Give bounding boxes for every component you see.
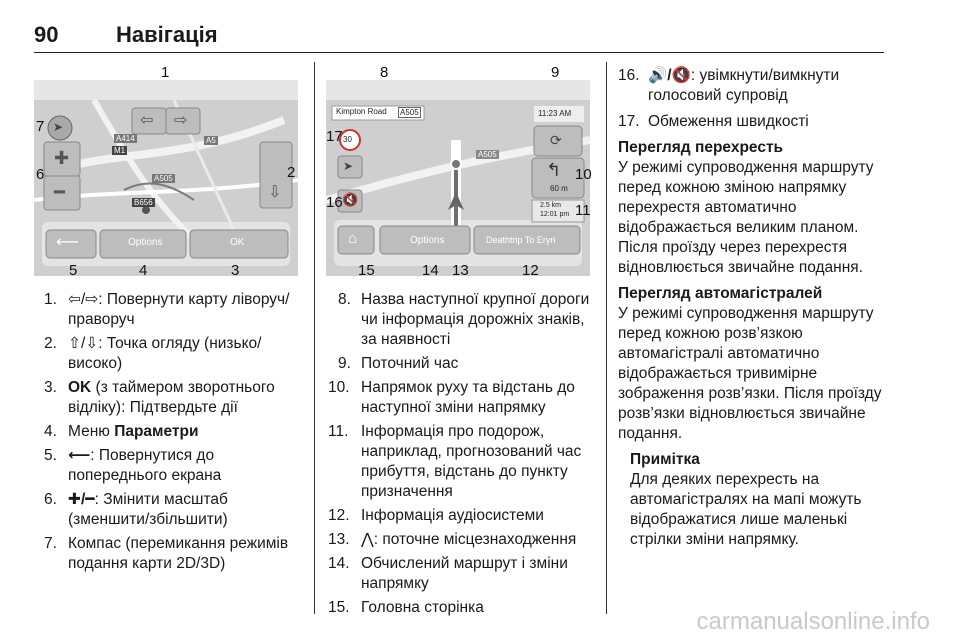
back-arrow-icon: ⟵ [68,447,91,464]
list-item: 11. Інформація про подорож, наприклад, прогнозований час прибуття, відстань до пункту призначення [328,423,582,500]
list-item: 13. ⋀: поточне місцезнаходження [328,531,577,548]
zoom-plus-minus-icon: ✚/━ [68,491,95,508]
list-item: 14. Обчислений маршрут і зміни напрямку [328,555,568,592]
callout-1: 1 [161,64,170,81]
zoom-in-icon[interactable]: ✚ [54,148,70,168]
speed-limit-value: 30 [343,135,352,144]
map-road-label: A5 [206,136,216,145]
note-body: Для деяких перехресть на автомагістралях на мапі можуть відображатися лише маленькі стрілки зміни напрямку. [630,471,862,548]
legend-list-1 [44,290,306,578]
page-number: 90 [34,22,59,47]
callout-13: 13 [452,262,469,279]
map-road-label: A505 [154,174,173,183]
legend-list-2 [328,290,600,622]
callout-11: 11 [575,202,591,219]
trip-distance: 2.5 km [540,202,562,209]
section-title: Перегляд автомагістралей [618,285,823,302]
note-title: Примітка [630,451,700,468]
callout-9: 9 [551,64,560,81]
turn-distance: 60 m [550,184,568,193]
voice-guidance-icon[interactable]: 🔇 [342,192,359,207]
list-item: 17. Обмеження швидкості [618,113,809,130]
audio-info-button[interactable]: Deathtrip To Eryri [486,235,556,245]
column-divider-right [606,62,607,614]
map-road-label: A505 [478,150,497,159]
list-item: 15. Головна сторінка [328,599,484,616]
recalculate-icon[interactable]: ⟳ [550,132,562,148]
next-road-badge: A505 [400,108,419,117]
right-column [618,66,890,556]
callout-12: 12 [522,262,539,279]
list-item: 9. Поточний час [338,355,459,372]
arrow-left-icon[interactable]: ⇦ [140,112,154,129]
callout-8: 8 [380,64,389,81]
callout-14: 14 [422,262,439,279]
list-item: 5. ⟵: Повернутися до попереднього екрана [44,447,222,484]
callout-3: 3 [231,262,240,279]
list-item: 2. ⇧/⇩: Точка огляду (низько/високо) [44,335,262,372]
next-road-name: Kimpton Road [336,107,387,116]
callout-16: 16 [326,194,343,211]
trip-eta: 12:01 pm [540,211,570,218]
callout-15: 15 [358,262,375,279]
guidance-screen-figure-2 [326,80,590,276]
page-header [34,22,884,53]
callout-6: 6 [36,166,45,183]
page-title: Навігація [116,22,218,47]
list-item: 4. Меню Параметри [44,423,199,440]
list-item: 6. ✚/━: Змінити масштаб (зменшити/збільшити) [44,491,228,528]
position-arrow-icon: ⋀ [361,531,374,548]
callout-2: 2 [287,164,296,181]
section-title: Перегляд перехресть [618,139,784,156]
callout-5: 5 [69,262,78,279]
map-road-label: M1 [114,146,126,155]
callout-4: 4 [139,262,148,279]
options-button[interactable]: Options [128,237,163,248]
list-item: 10. Напрямок руху та відстань до наступної зміни напрямку [328,379,575,416]
callout-10: 10 [575,166,592,183]
column-divider-left [314,62,315,614]
list-item: 8. Назва наступної крупної дороги чи інформація дорожніх знаків, за наявності [338,291,590,348]
map-road-label: B656 [134,198,153,207]
list-item: 7. Компас (перемикання режимів подання карти 2D/3D) [44,535,289,572]
list-item: 1. ⇦/⇨: Повернути карту ліворуч/праворуч [44,291,290,328]
speaker-icon: 🔊/🔇 [648,67,691,84]
arrow-right-icon[interactable]: ⇨ [174,112,188,129]
callout-7: 7 [36,118,45,135]
turn-arrow-icon: ↰ [546,160,562,180]
current-time: 11:23 AM [538,109,572,118]
zoom-out-icon[interactable]: ━ [54,182,65,202]
section-body: У режимі супроводження маршруту перед кожною зміною напрямку перехрестя автоматично відображається великим планом. Після проїзду через перехрестя відновлюється звичайне подання. [618,159,874,276]
back-button[interactable]: ⟵ [56,234,79,251]
view-up-down-icon[interactable]: ⇩ [268,184,282,201]
note-box [630,450,890,550]
map-road-label: A414 [116,134,135,143]
options-button[interactable]: Options [410,235,445,246]
section-body: У режимі супроводження маршруту перед кожною розв’язкою автомагістралі автоматично відображається тривимірне зображення розв’язки. Після проїзду розв’язки відновлюється звичайне подання. [618,305,882,442]
map-screen-figure-1 [34,80,298,276]
ok-button[interactable]: OK [230,237,245,248]
list-item: 3. OK (з таймером зворотнього відліку): Підтвердьте дії [44,379,275,416]
list-item: 12. Інформація аудіосистеми [328,507,544,524]
compass-icon[interactable]: ➤ [343,159,354,173]
watermark: carmanualsonline.info [696,608,930,635]
list-item: 16. 🔊/🔇: увімкнути/вимкнути голосовий супровід [618,67,840,104]
callout-17: 17 [326,128,343,145]
compass-icon[interactable]: ➤ [53,120,64,134]
home-icon[interactable]: ⌂ [348,230,358,247]
